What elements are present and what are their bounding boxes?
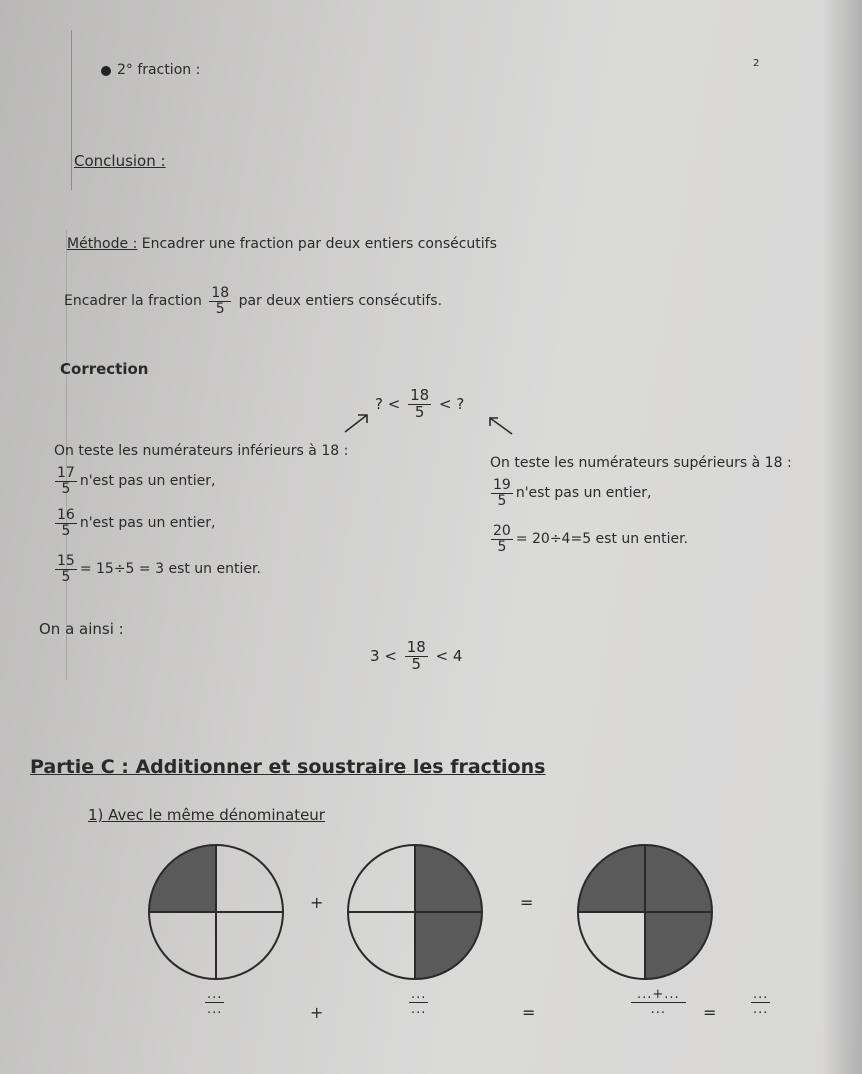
fraction-numerator: 17 xyxy=(57,465,75,481)
left-column-heading: On teste les numérateurs inférieurs à 18 : xyxy=(54,443,349,459)
fraction-denominator: 5 xyxy=(61,568,71,585)
margin-line xyxy=(71,30,72,190)
fraction-numerator: 18 xyxy=(211,285,230,301)
fraction-numerator: 20 xyxy=(493,523,511,539)
methode-label: Méthode : xyxy=(67,236,138,252)
blank-numerator[interactable]: ... xyxy=(207,987,223,1002)
exercise-statement xyxy=(64,286,442,316)
fraction-numerator: 18 xyxy=(406,638,426,656)
right-row-20 xyxy=(488,524,688,554)
fraction-denominator: 5 xyxy=(411,654,421,673)
left-row-15 xyxy=(52,554,261,584)
fraction-numerator: 15 xyxy=(57,553,75,569)
circle-fraction-3 xyxy=(575,842,715,982)
plus-sign: + xyxy=(310,1003,324,1022)
fraction-numerator: 19 xyxy=(493,477,511,493)
arrows-graphic xyxy=(340,388,540,438)
circle-fraction-2 xyxy=(345,842,485,982)
right-row-19 xyxy=(488,478,652,508)
ainsi-label: On a ainsi : xyxy=(39,620,124,638)
blank-denominator[interactable]: ... xyxy=(207,1001,223,1017)
exercise-fraction xyxy=(209,286,231,316)
fraction-denominator: 5 xyxy=(61,522,71,539)
result-op: < xyxy=(435,646,449,665)
fraction-denominator: 5 xyxy=(215,300,225,317)
blank-denominator[interactable]: ... xyxy=(411,1001,427,1017)
equals-sign: = xyxy=(703,1003,717,1022)
methode-line xyxy=(67,236,497,252)
result-op: < xyxy=(384,646,397,665)
fraction-numerator: 16 xyxy=(57,507,75,523)
page-mark: 2 xyxy=(753,58,760,69)
blank-fraction-sum[interactable] xyxy=(628,988,689,1016)
conclusion-label: Conclusion : xyxy=(74,152,166,170)
inequality-op: < xyxy=(438,394,452,413)
correction-title: Correction xyxy=(60,360,149,378)
blank-fraction-1[interactable] xyxy=(202,988,227,1016)
right-row-text: = 20÷4=5 est un entier. xyxy=(515,531,688,548)
blank-fraction-result[interactable] xyxy=(748,988,773,1016)
blank-numerator[interactable]: ... xyxy=(411,987,427,1002)
result-inequality xyxy=(370,640,462,673)
blank-fraction-2[interactable] xyxy=(406,988,431,1016)
left-row-16 xyxy=(52,508,216,538)
result-left: 3 xyxy=(370,646,380,665)
blank-sum-numerator[interactable]: ...+... xyxy=(631,988,686,1003)
partie-c-title: Partie C : Additionner et soustraire les fractions xyxy=(30,756,546,778)
blank-denominator[interactable]: ... xyxy=(650,1001,667,1017)
bullet-icon xyxy=(101,66,111,76)
circle-fraction-1 xyxy=(146,842,286,982)
inequality-left: ? xyxy=(375,394,383,413)
right-column-heading: On teste les numérateurs supérieurs à 18 : xyxy=(490,455,792,471)
inequality-right: ? xyxy=(456,394,465,413)
exercise-suffix: par deux entiers consécutifs. xyxy=(238,293,443,310)
item-label: 2° fraction : xyxy=(117,62,201,78)
blank-denominator[interactable]: ... xyxy=(753,1001,769,1017)
page-edge-shadow xyxy=(822,0,862,1074)
right-row-text: n'est pas un entier, xyxy=(515,485,652,502)
fraction-numerator: 18 xyxy=(410,386,430,404)
left-row-text: n'est pas un entier, xyxy=(79,473,216,490)
partie-c-subtitle: 1) Avec le même dénominateur xyxy=(88,806,325,824)
fraction-denominator: 5 xyxy=(61,480,71,497)
exercise-prefix: Encadrer la fraction xyxy=(64,293,202,310)
equals-sign: = xyxy=(520,893,534,912)
fraction-denominator: 5 xyxy=(497,492,507,509)
result-right: 4 xyxy=(452,646,463,665)
inequality-op: < xyxy=(387,394,401,413)
left-row-text: n'est pas un entier, xyxy=(79,515,216,532)
left-row-17 xyxy=(52,466,216,496)
arrow-left-icon xyxy=(345,415,367,432)
methode-text: Encadrer une fraction par deux entiers consécutifs xyxy=(137,236,497,252)
left-row-text: = 15÷5 = 3 est un entier. xyxy=(79,561,261,578)
fraction-denominator: 5 xyxy=(497,538,507,555)
equals-sign: = xyxy=(522,1003,536,1022)
plus-sign: + xyxy=(310,893,324,912)
arrow-right-icon xyxy=(490,418,512,434)
blank-numerator[interactable]: ... xyxy=(753,987,769,1002)
fraction-denominator: 5 xyxy=(414,402,425,421)
